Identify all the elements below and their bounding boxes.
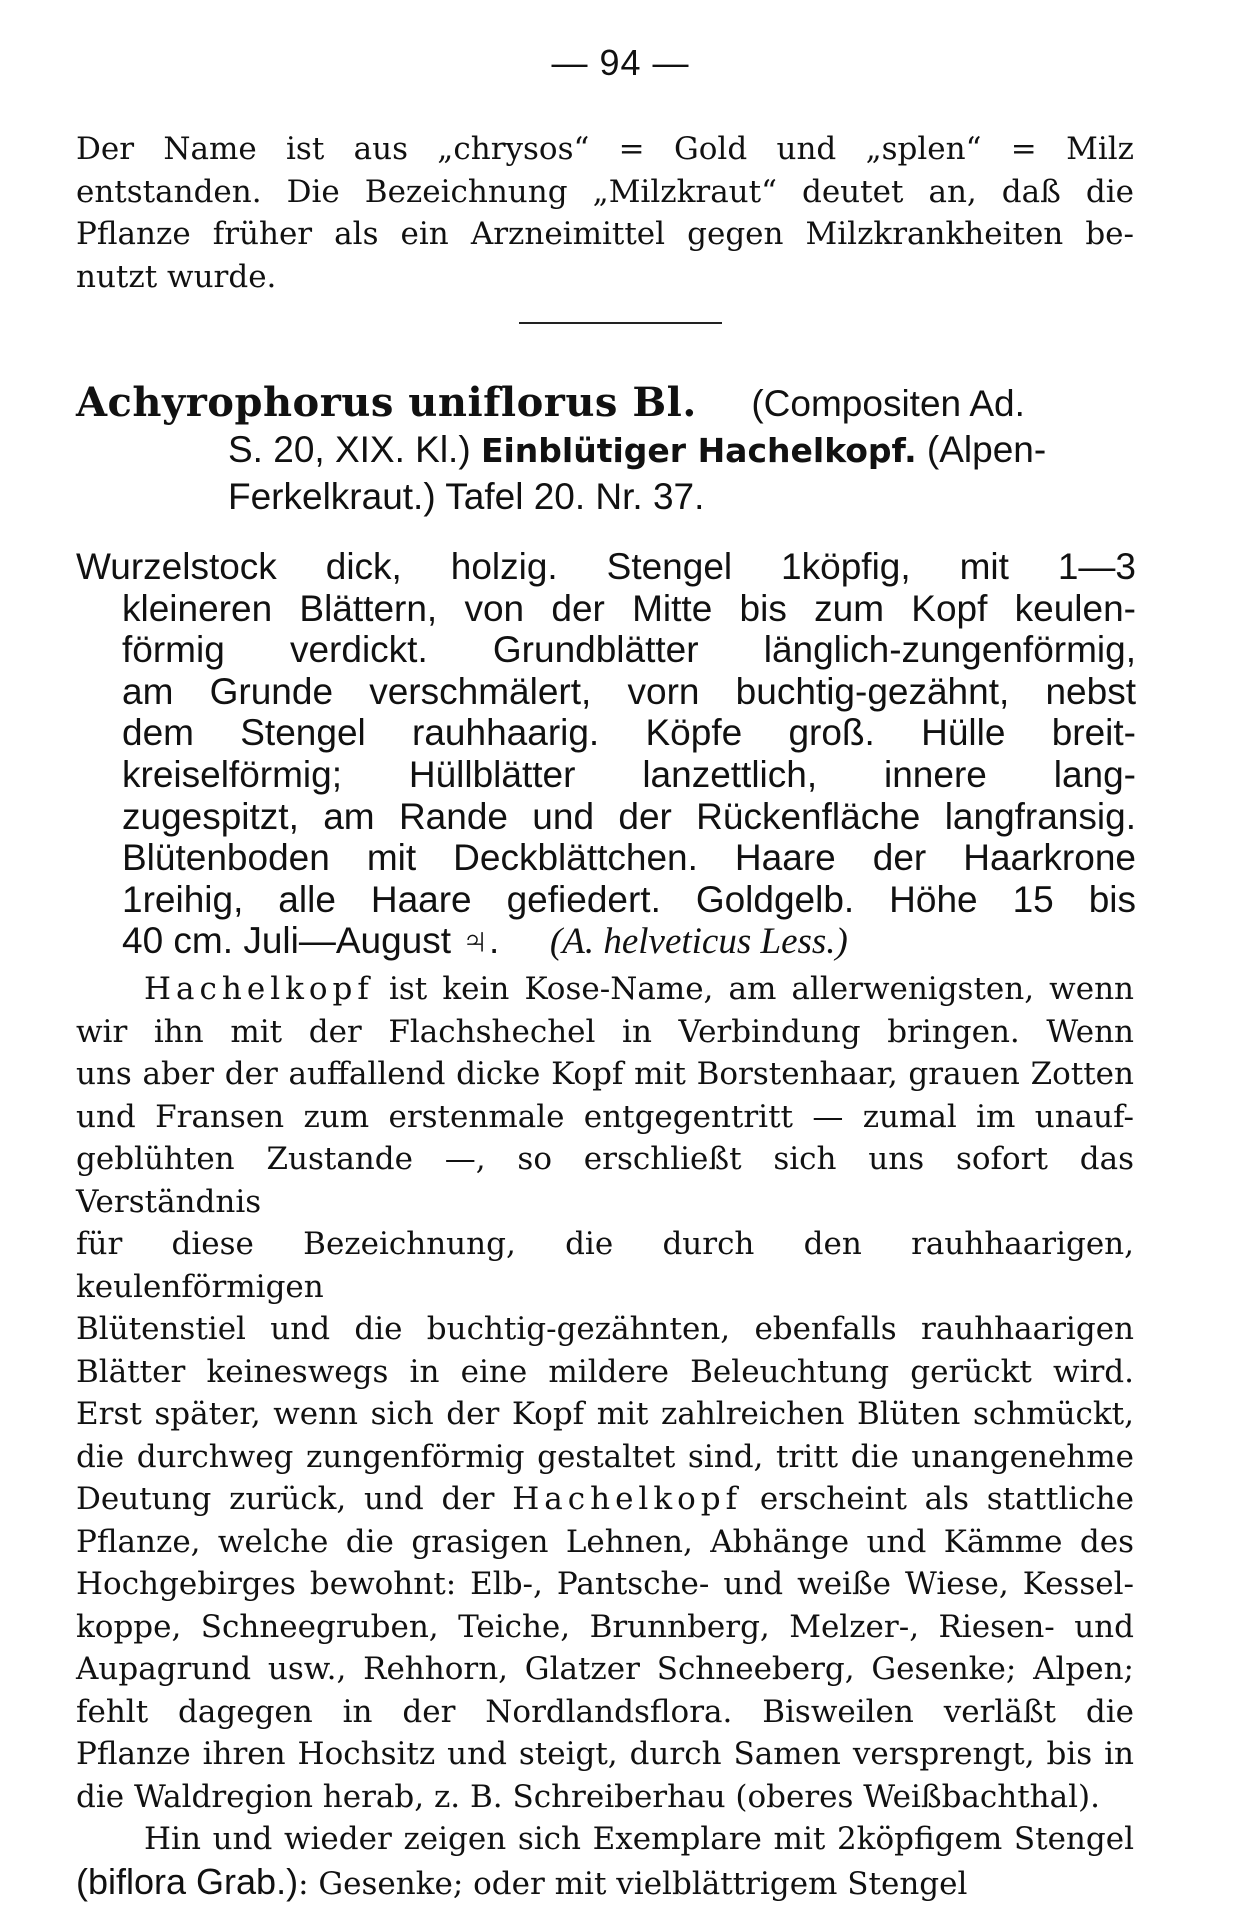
text-line xyxy=(76,1776,1134,1819)
text-line: entstanden. Die Bezeichnung „Milzkraut“ deutet an, daß die xyxy=(76,173,1134,210)
text-line xyxy=(76,1733,1134,1776)
intro-paragraph xyxy=(76,128,1134,298)
text-line xyxy=(76,1648,1134,1691)
text-line: Der Name ist aus „chrysos“ = Gold und „splen“ = Milz xyxy=(76,131,1134,167)
heading-family-note: (Compositen Ad. xyxy=(751,383,1025,424)
description-line: am Grunde verschmälert, vorn buchtig-gezähnt, nebst xyxy=(122,670,1136,712)
text-line xyxy=(76,1478,1134,1521)
latin-name: Achyrophorus uniflorus Bl. xyxy=(76,379,697,426)
text-line xyxy=(76,1096,1134,1139)
text-run: geblühten Zustande —, so erschließt sich uns sofort das Verständnis xyxy=(76,1141,1134,1220)
text-run: die Waldregion herab, z. B. Schreiberhau (oberes Weißbachthal). xyxy=(76,1778,1100,1815)
text-line xyxy=(76,1308,1134,1351)
text-run: ist kein Kose-Name, am allerwenigsten, wenn xyxy=(373,971,1134,1007)
species-description xyxy=(76,546,1136,963)
heading-alt-name: (Alpen- xyxy=(926,429,1047,470)
description-line: Blütenboden mit Deckblättchen. Haare der Haarkrone xyxy=(122,837,1136,879)
description-line: zugespitzt, am Rande und der Rückenfläche langfransig. xyxy=(122,795,1136,837)
page-number: — 94 — xyxy=(551,42,690,83)
text-line xyxy=(76,1606,1134,1649)
text-run: Erst später, wenn sich der Kopf mit zahlreichen Blüten schmückt, xyxy=(76,1396,1134,1432)
heading-line-1 xyxy=(76,380,1136,427)
text-line: Pflanze früher als ein Arzneimittel gegen Milzkrankheiten be- xyxy=(76,216,1134,252)
text-line xyxy=(76,1436,1134,1479)
text-run: Aupagrund usw., Rehhorn, Glatzer Schneeberg, Gesenke; Alpen; xyxy=(76,1651,1134,1687)
text-line xyxy=(76,1138,1134,1223)
text-run: für diese Bezeichnung, die durch den rauhhaarigen, keulenförmigen xyxy=(76,1226,1134,1305)
text-run: Blätter keineswegs in eine mildere Beleuchtung gerückt wird. xyxy=(76,1353,1134,1390)
species-heading xyxy=(76,380,1136,520)
text-run: Blütenstiel und die buchtig-gezähnten, ebenfalls rauhhaarigen xyxy=(76,1311,1134,1347)
emphasized-term: Hachelkopf xyxy=(512,1481,743,1517)
text-line xyxy=(76,1691,1134,1734)
text-run: Hochgebirges bewohnt: Elb-, Pantsche- und weiße Wiese, Kessel- xyxy=(76,1566,1134,1602)
text-line xyxy=(76,1521,1134,1564)
text-run: koppe, Schneegruben, Teiche, Brunnberg, Melzer-, Riesen- und xyxy=(76,1608,1134,1645)
text-run: und Fransen zum erstenmale entgegentritt — zumal im unauf- xyxy=(76,1098,1134,1135)
text-line xyxy=(76,1011,1134,1054)
roman-text: (biflora Grab.) xyxy=(76,1860,299,1902)
description-line: 1reihig, alle Haare gefiedert. Goldgelb. Höhe 15 bis xyxy=(122,878,1136,920)
synonym: (A. helveticus Less.) xyxy=(549,921,848,963)
text-run: : Gesenke; oder mit vielblättrigem Stengel xyxy=(298,1865,968,1902)
text-run: Deutung zurück, und der xyxy=(76,1481,513,1517)
text-line xyxy=(76,1563,1134,1606)
description-line: kleineren Blättern, von der Mitte bis zum Kopf keulen- xyxy=(122,587,1136,629)
text-line: nutzt wurde. xyxy=(76,258,277,295)
heading-line-3 xyxy=(76,474,1136,520)
text-run: die durchweg zungenförmig gestaltet sind, tritt die unangenehme xyxy=(76,1438,1134,1475)
description-line: dem Stengel rauhhaarig. Köpfe groß. Hülle breit- xyxy=(122,712,1136,754)
text-run: wir ihn mit der Flachshechel in Verbindung bringen. Wenn xyxy=(76,1013,1134,1050)
text-run: Pflanze, welche die grasigen Lehnen, Abhänge und Kämme des xyxy=(76,1523,1134,1560)
text-run: uns aber der auffallend dicke Kopf mit Borstenhaar, grauen Zotten xyxy=(76,1056,1134,1092)
text-line xyxy=(76,1223,1134,1308)
text-line xyxy=(76,1053,1134,1096)
text-line xyxy=(76,1393,1134,1436)
description-line: Wurzelstock dick, holzig. Stengel 1köpfig, mit 1—3 xyxy=(76,546,1136,587)
description-line: kreiselförmig; Hüllblätter lanzettlich, innere lang- xyxy=(122,753,1136,795)
description-final-text: 40 cm. Juli—August ♃. xyxy=(122,920,500,962)
text-run: Pflanze ihren Hochsitz und steigt, durch Samen versprengt, bis in xyxy=(76,1736,1134,1772)
commentary-paragraph xyxy=(76,968,1134,1905)
text-run: Hin und wieder zeigen sich Exemplare mit 2köpfigem Stengel xyxy=(144,1821,1134,1857)
heading-line-2 xyxy=(76,427,1136,474)
text-line xyxy=(76,1861,1134,1906)
description-line xyxy=(76,920,1136,963)
heading-class-note: S. 20, XIX. Kl.) xyxy=(228,429,471,470)
emphasized-term: Hachelkopf xyxy=(144,971,374,1007)
text-line xyxy=(76,968,1134,1011)
text-run: erscheint als stattliche xyxy=(742,1481,1134,1517)
german-name: Einblütiger Hachelkopf. xyxy=(480,431,917,470)
heading-plate-ref: Ferkelkraut.) Tafel 20. Nr. 37. xyxy=(228,476,705,517)
text-line xyxy=(76,1351,1134,1394)
text-run: fehlt dagegen in der Nordlandsflora. Bisweilen verläßt die xyxy=(76,1693,1134,1730)
description-line: förmig verdickt. Grundblätter länglich-zungenförmig, xyxy=(122,629,1136,671)
text-line xyxy=(76,1818,1134,1861)
section-divider xyxy=(519,322,722,324)
